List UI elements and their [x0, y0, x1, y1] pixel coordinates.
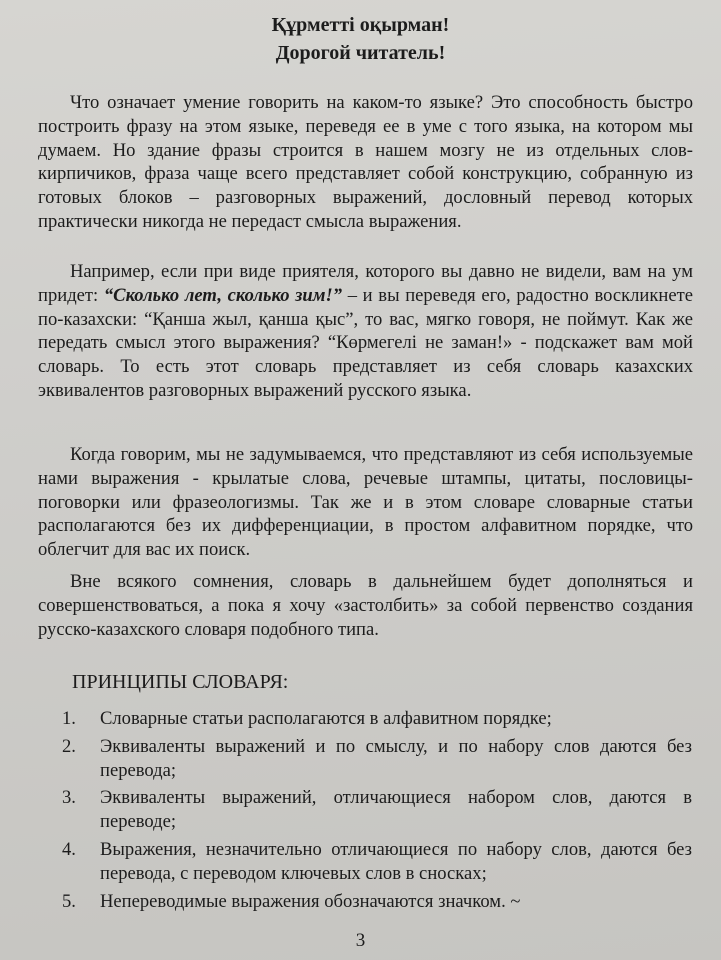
list-item-text: Непереводимые выражения обозначаются значком. ~ — [100, 890, 521, 912]
list-item — [62, 707, 692, 731]
title-kazakh: Құрметті оқырман! — [271, 14, 450, 36]
paragraph-3: Когда говорим, мы не задумываемся, что представляют из себя используемые нами выражения - крылатые слова, речевые штампы, цитаты, пословицы-поговорки или фразеологизмы. Так же и в этом словаре словарные статьи располагаются без их дифференциации, в простом алфавитном порядке, что облегчит для вас их поиск. — [38, 444, 693, 561]
paragraph-2-text-a: Например, если при виде приятеля, которого вы давно не видели, вам на ум придет: — [38, 261, 693, 306]
title-russian: Дорогой читатель! — [275, 42, 446, 64]
paragraph-4: Вне всякого сомнения, словарь в дальнейшем будет дополняться и совершенствоваться, а пока я хочу «застолбить» за собой первенство создания русско-казахского словаря подобного типа. — [38, 571, 693, 640]
principles-heading: ПРИНЦИПЫ СЛОВАРЯ: — [72, 671, 289, 693]
paragraph-2-quote: “Сколько лет, сколько зим!” — [103, 284, 343, 306]
paragraph-1: Что означает умение говорить на каком-то языке? Это способность быстро построить фразу на этом языке, переведя ее в уме с того языка, на котором мы думаем. Но здание фразы строится в нашем мозгу не из отдельных слов-кирпичиков, фраза чаще всего представляет собой конструкцию, собранную из готовых блоков – разговорных выражений, дословный перевод которых практически никогда не передаст смысла выражения. — [38, 92, 693, 232]
list-item-text: Выражения, незначительно отличающиеся по набору слов, даются без перевода, с переводом ключевых слов в сносках; — [100, 838, 692, 884]
paragraph-2 — [38, 260, 693, 403]
paragraph-2-text-b: – и вы переведя его, радостно воскликнете по-казахски: “Қанша жыл, қанша қыс”, то вас, мягко говоря, не поймут. Как же передать смысл этого выражения? “Көрмегелі не заман!» - подскажет вам мой словарь. То есть этот словарь представляет из себя словарь казахских эквивалентов разговорных выражений русского языка. — [38, 284, 693, 401]
list-item — [62, 890, 692, 914]
list-item-number: 2. — [62, 735, 76, 757]
list-item-text: Эквиваленты выражений и по смыслу, и по набору слов даются без перевода; — [100, 735, 692, 781]
list-item — [62, 735, 692, 783]
list-item — [62, 786, 692, 834]
list-item-text: Эквиваленты выражений, отличающиеся набором слов, даются в переводе; — [100, 787, 692, 833]
page-number: 3 — [355, 930, 366, 951]
list-item-text: Словарные статьи располагаются в алфавитном порядке; — [100, 708, 552, 729]
list-item-number: 4. — [62, 838, 76, 860]
list-item-number: 5. — [62, 890, 76, 912]
list-item-number: 3. — [62, 787, 76, 809]
list-item — [62, 838, 692, 886]
principles-list — [62, 707, 692, 917]
list-item-number: 1. — [62, 708, 76, 729]
